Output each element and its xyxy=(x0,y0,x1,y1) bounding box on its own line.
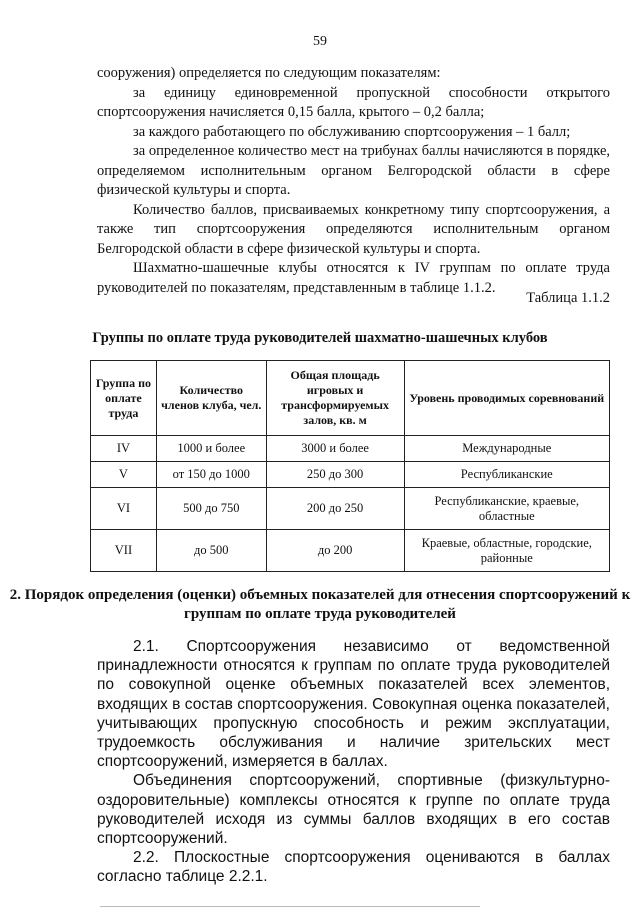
table-row xyxy=(91,462,610,488)
table-row xyxy=(91,436,610,462)
cell-level: Краевые, областные, городские, районные xyxy=(404,530,609,572)
page-number: 59 xyxy=(313,34,327,49)
intro-paragraph-2: за единицу единовременной пропускной способности открытого спортсооружения начисляется 0,15 балла, крытого – 0,2 балла; xyxy=(97,84,610,120)
header-area: Общая площадь игровых и трансформируемых залов, кв. м xyxy=(266,361,404,436)
cell-group: VII xyxy=(91,530,157,572)
section-2-text xyxy=(97,637,610,887)
header-group: Группа по оплате труда xyxy=(91,361,157,436)
cell-area: 250 до 300 xyxy=(266,462,404,488)
cell-members: до 500 xyxy=(156,530,266,572)
header-members: Количество членов клуба, чел. xyxy=(156,361,266,436)
section-2-paragraph-2: Объединения спортсооружений, спортивные (физкультурно-оздоровительные) комплексы относятся к группе по оплате труда руководителей исходя из суммы баллов входящих в его состав спортсооружений. xyxy=(97,772,610,848)
cell-area: 200 до 250 xyxy=(266,488,404,530)
cell-members: 1000 и более xyxy=(156,436,266,462)
cell-area: до 200 xyxy=(266,530,404,572)
header-competition-level: Уровень проводимых соревнований xyxy=(404,361,609,436)
table-row xyxy=(91,488,610,530)
section-2-title: 2. Порядок определения (оценки) объемных показателей для отнесения спортсооружений к группам по оплате труда руководителей xyxy=(9,587,631,622)
table-row xyxy=(91,530,610,572)
table-caption: Таблица 1.1.2 xyxy=(526,290,610,306)
cell-members: от 150 до 1000 xyxy=(156,462,266,488)
intro-text xyxy=(97,64,610,298)
cell-group: V xyxy=(91,462,157,488)
intro-paragraph-5: Количество баллов, присваиваемых конкретному типу спортсооружения, а также тип спортсооружения определяются исполнительным органом Белгородской области в сфере физической культуры и спорта. xyxy=(97,201,610,257)
section-2-paragraph-3: 2.2. Плоскостные спортсооружения оцениваются в баллах согласно таблице 2.2.1. xyxy=(97,849,610,886)
intro-paragraph-3: за каждого работающего по обслуживанию спортсооружения – 1 балл; xyxy=(133,123,571,140)
cell-area: 3000 и более xyxy=(266,436,404,462)
table-title: Группы по оплате труда руководителей шахматно-шашечных клубов xyxy=(92,330,548,346)
intro-paragraph-1: сооружения) определяется по следующим показателям: xyxy=(97,65,441,81)
cell-level: Республиканские, краевые, областные xyxy=(404,488,609,530)
cell-level: Международные xyxy=(404,436,609,462)
intro-paragraph-4: за определенное количество мест на трибунах баллы начисляются в порядке, определяемом исполнительным органом Белгородской области в сфере физической культуры и спорта. xyxy=(97,143,610,198)
cell-group: VI xyxy=(91,488,157,530)
cell-level: Республиканские xyxy=(404,462,609,488)
intro-paragraph-6: Шахматно-шашечные клубы относятся к IV группам по оплате труда руководителей по показателям, представленным в таблице 1.1.2. xyxy=(97,260,610,296)
cell-members: 500 до 750 xyxy=(156,488,266,530)
table-header-row xyxy=(91,361,610,436)
cell-group: IV xyxy=(91,436,157,462)
scan-edge-line xyxy=(100,906,480,907)
section-2-paragraph-1: 2.1. Спортсооружения независимо от ведомственной принадлежности относятся к группам по оплате труда руководителей по совокупной оценке объемных показателей всех элементов, входящих в состав спортсооружения. Совокупная оценка показателей, учитывающих пропускную способность и режим эксплуатации, трудоемкость обслуживания и наличие зрительских мест спортсооружений, измеряется в баллах. xyxy=(97,638,610,771)
groups-table xyxy=(90,360,610,572)
